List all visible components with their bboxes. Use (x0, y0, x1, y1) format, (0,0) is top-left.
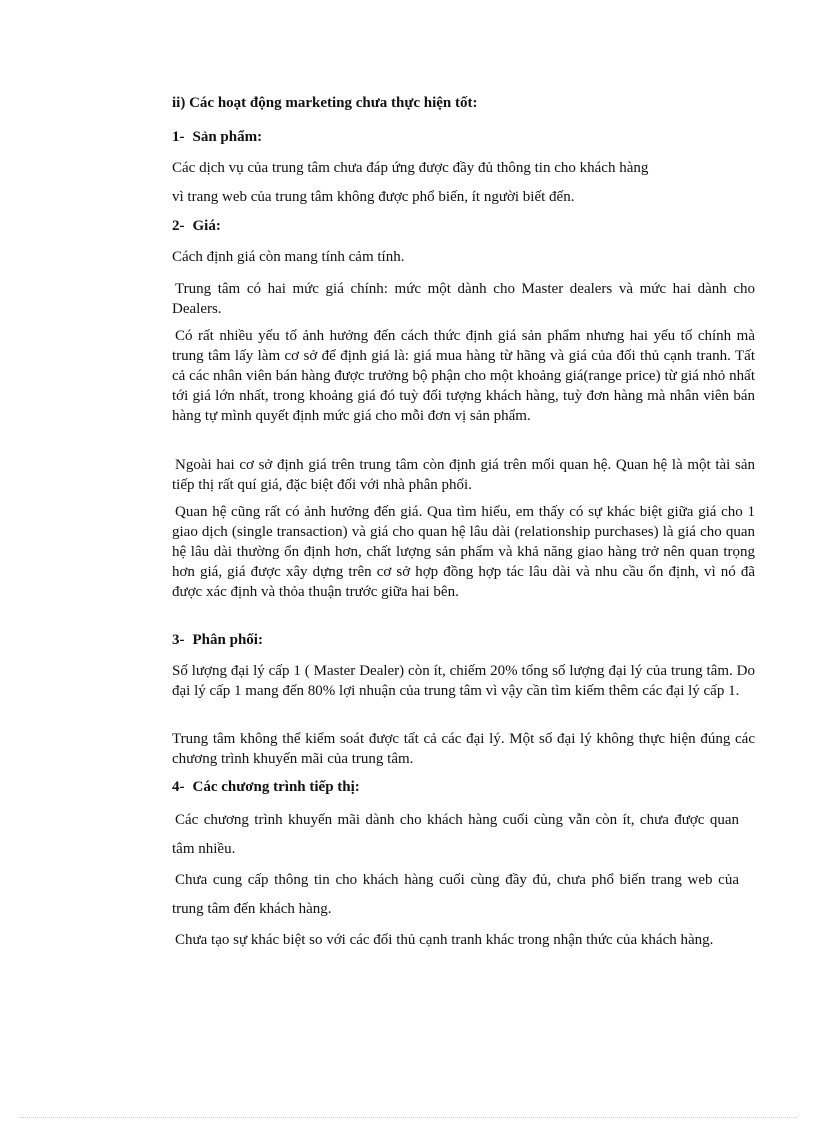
section-3-number: 3- (172, 632, 185, 648)
section-3-label: Phân phối: (192, 632, 263, 648)
section-1-label: Sản phẩm: (192, 129, 263, 145)
section-4-paragraph-1: Các chương trình khuyến mãi dành cho khách hàng cuối cùng vẫn còn ít, chưa được quan tâm nhiều. (172, 812, 739, 857)
section-3-paragraph-2: Trung tâm không thể kiểm soát được tất cả các đại lý. Một số đại lý không thực hiện đúng các chương trình khuyến mãi của trung tâm. (172, 731, 755, 767)
section-2-paragraph-2: Trung tâm có hai mức giá chính: mức một dành cho Master dealers và mức hai dành cho Dealers. (172, 281, 755, 317)
section-3-paragraph-1: Số lượng đại lý cấp 1 ( Master Dealer) còn ít, chiếm 20% tổng số lượng đại lý của trung tâm. Do đại lý cấp 1 mang đến 80% lợi nhuận của trung tâm vì vậy cần tìm kiếm thêm các đại lý cấp 1. (172, 663, 755, 699)
section-2-paragraph-4: Ngoài hai cơ sở định giá trên trung tâm còn định giá trên mối quan hệ. Quan hệ là một tài sản tiếp thị rất quí giá, đặc biệt đối với nhà phân phối. (172, 457, 755, 493)
section-2-label: Giá: (192, 218, 221, 234)
section-1-title (172, 129, 262, 146)
section-4-title (172, 779, 360, 796)
page-bottom-rule (20, 1117, 796, 1118)
section-4-number: 4- (172, 779, 185, 795)
section-1-number: 1- (172, 129, 185, 145)
section-2-paragraph-1: Cách định giá còn mang tính cảm tính. (172, 249, 405, 265)
section-2-paragraph-3: Có rất nhiều yếu tố ảnh hưởng đến cách thức định giá sản phẩm nhưng hai yếu tố chính mà trung tâm lấy làm cơ sở để định giá là: giá mua hàng từ hãng và giá của đối thủ cạnh tranh. Tất cả các nhân viên bán hàng được trưởng bộ phận cho một khoảng giá(range price) từ giá nhỏ nhất tới giá lớn nhất, trong khoảng giá đó tuỳ đối tượng khách hàng, tuỳ đơn hàng mà nhân viên bán hàng tự mình quyết định mức giá cho mỗi đơn vị sản phẩm. (172, 328, 755, 424)
section-4-label: Các chương trình tiếp thị: (192, 779, 360, 795)
section-2-title (172, 218, 221, 235)
section-1-paragraph-2: vì trang web của trung tâm không được phổ biến, ít người biết đến. (172, 189, 575, 205)
section-2-number: 2- (172, 218, 185, 234)
section-2-paragraph-5: Quan hệ cũng rất có ảnh hưởng đến giá. Qua tìm hiểu, em thấy có sự khác biệt giữa giá cho 1 giao dịch (single transaction) và giá cho quan hệ lâu dài (relationship purchases) là giá cho quan hệ lâu dài thường ổn định hơn, chất lượng sản phẩm và khả năng giao hàng trở nên quan trọng hơn giá, giá được xây dựng trên cơ sở hợp đồng hợp tác lâu dài và nhu cầu ổn định, vì nó đã được xác định và thỏa thuận trước giữa hai bên. (172, 504, 755, 600)
section-4-paragraph-3: Chưa tạo sự khác biệt so với các đối thủ cạnh tranh khác trong nhận thức của khách hàng. (175, 932, 714, 948)
section-3-title (172, 632, 263, 649)
section-1-paragraph-1: Các dịch vụ của trung tâm chưa đáp ứng được đầy đủ thông tin cho khách hàng (172, 160, 649, 176)
section-4-paragraph-2: Chưa cung cấp thông tin cho khách hàng cuối cùng đầy đủ, chưa phổ biến trang web của trung tâm đến khách hàng. (172, 872, 739, 917)
section-heading: ii) Các hoạt động marketing chưa thực hiện tốt: (172, 95, 478, 111)
